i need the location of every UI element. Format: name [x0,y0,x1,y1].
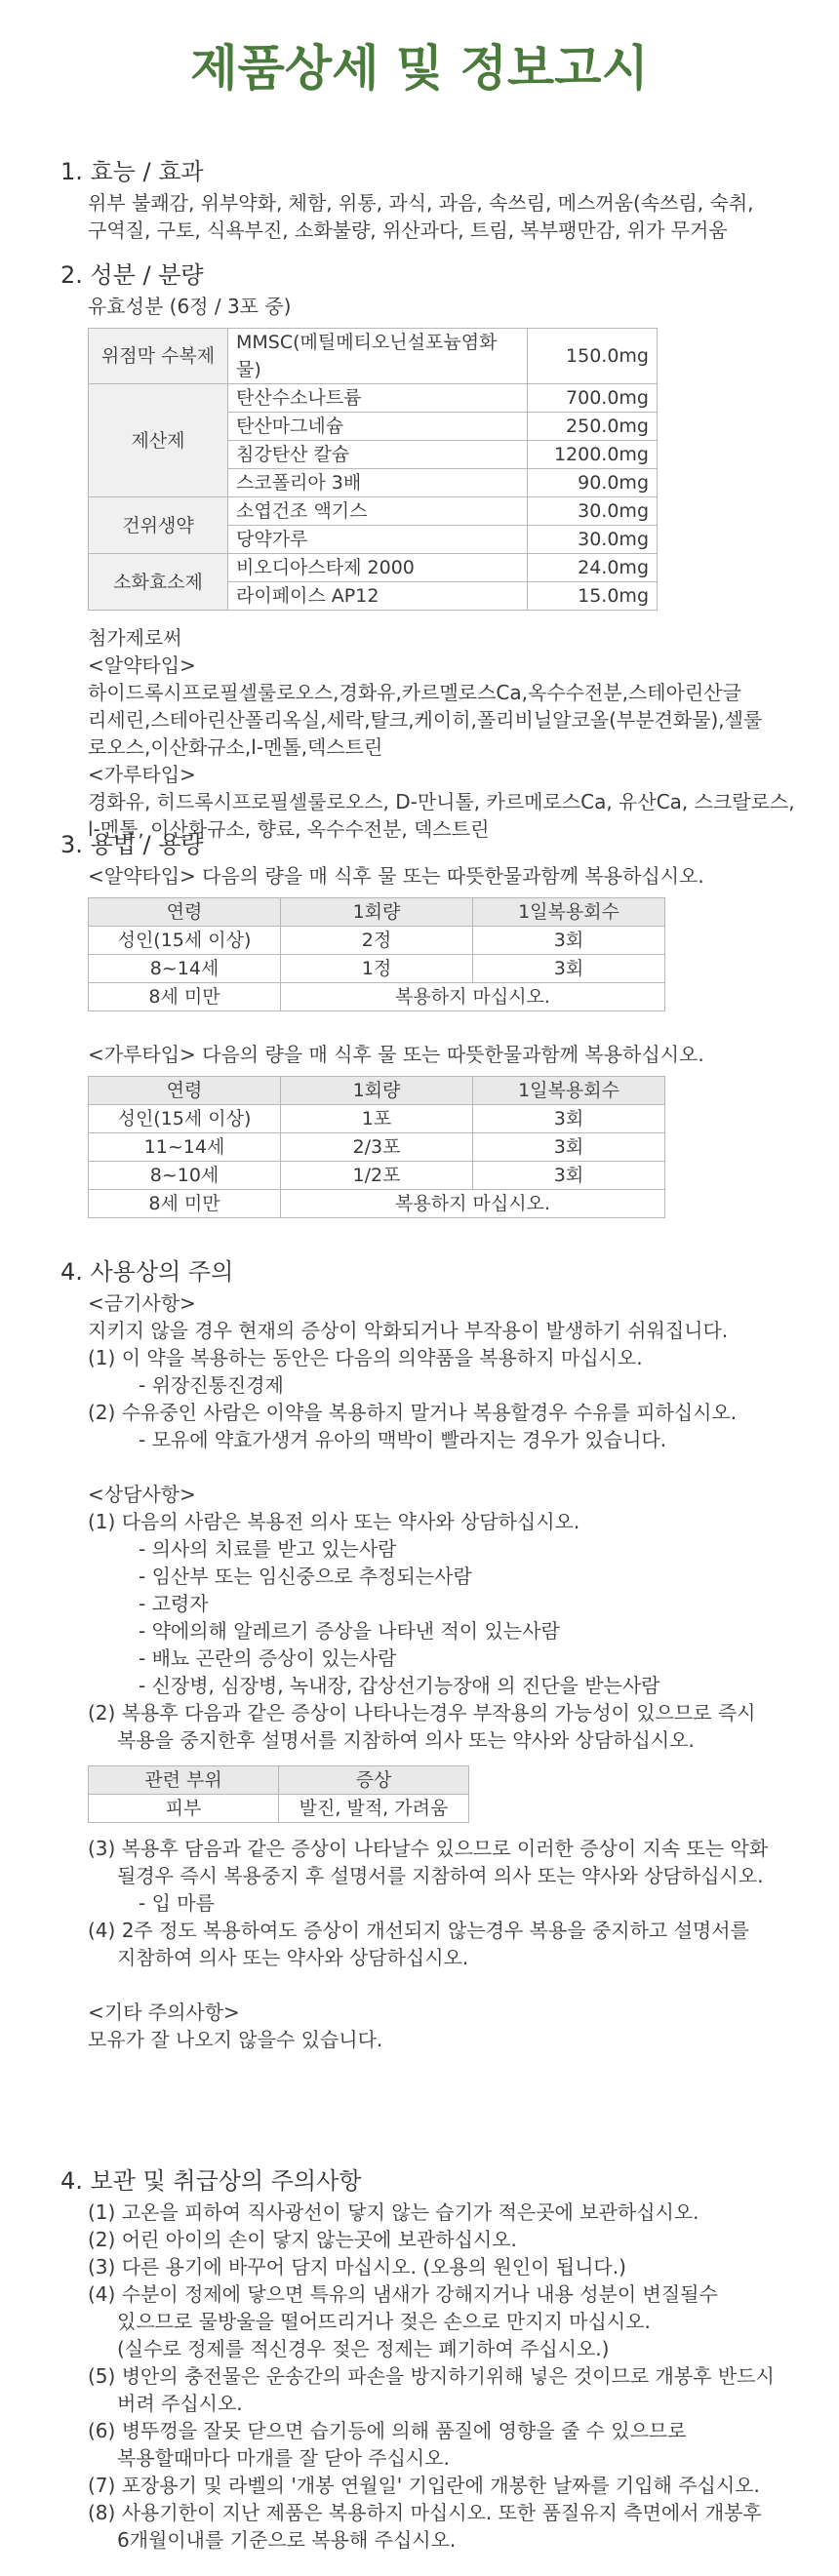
ingredient-amount: 30.0mg [528,526,658,554]
ingredient-amount: 15.0mg [528,582,658,611]
body-part-cell: 피부 [89,1795,279,1823]
storage-item: (6) 병뚜껑을 잘못 닫으면 습기등에 의해 품질에 영향을 줄 수 있으므로 [88,2419,687,2442]
ingredients-subtitle: 유효성분 (6정 / 3포 중) [88,295,292,318]
times-cell: 3회 [473,1105,665,1133]
tablet-additive-line: 리세린,스테아린산폴리옥실,세락,탈크,케이히,폴리비닐알코올(부분견화물),셀룰 [88,708,763,732]
powder-type-label: <가루타입> [88,763,196,786]
column-header: 1회량 [281,1077,473,1105]
table-row [89,1162,665,1190]
ingredient-amount: 90.0mg [528,469,658,497]
ingredient-name: 침강탄산 칼슘 [228,441,528,469]
powder-additive-line: 경화유, 히드록시프로필셀룰로오스, D-만니톨, 카르메로스Ca, 유산Ca, 스크랄로스, [88,790,795,813]
consult-subitem: - 약에의해 알레르기 증상을 나타낸 적이 있는사람 [139,1619,560,1643]
times-cell: 3회 [473,1162,665,1190]
table-row [89,384,658,413]
age-cell: 11~14세 [89,1133,281,1162]
consult-item-cont: 될경우 즉시 복용중지 후 설명서를 지참하여 의사 또는 약사와 상담하십시오. [117,1864,764,1887]
storage-item-cont: 있으므로 물방울을 떨어뜨리거나 젖은 손으로 만지지 마십시오. [117,2310,651,2333]
storage-item: (8) 사용기한이 지난 제품은 복용하지 마십시오. 또한 품질유지 측면에서 개봉후 [88,2501,762,2524]
powder-dosage-intro: <가루타입> 다음의 량을 매 식후 물 또는 따뜻한물과함께 복용하십시오. [88,1043,704,1066]
section-heading: 2. 성분 / 분량 [60,261,204,289]
other-precaution-text: 모유가 잘 나오지 않을수 있습니다. [88,2028,383,2051]
dose-cell: 2/3포 [281,1133,473,1162]
ingredient-amount: 30.0mg [528,497,658,526]
section-heading: 4. 사용상의 주의 [60,1258,234,1286]
section-dosage [60,829,821,1218]
consult-label: <상담사항> [88,1483,196,1506]
storage-item: (1) 고온을 피하여 직사광선이 닿지 않는 습기가 적은곳에 보관하십시오. [88,2200,699,2224]
table-row [89,554,658,582]
section-storage [60,2165,821,2554]
consult-item: (2) 복용후 다음과 같은 증상이 나타나는경우 부작용의 가능성이 있으므로 즉시 [88,1701,756,1724]
table-row [89,1133,665,1162]
column-header: 1일복용회수 [473,898,665,927]
section-precautions [60,1256,821,2053]
dose-cell: 2정 [281,927,473,955]
column-header: 연령 [89,1077,281,1105]
table-row [89,927,665,955]
tablet-additive-line: 하이드록시프로필셀룰로오스,경화유,카르멜로스Ca,옥수수전분,스테아린산글 [88,681,741,704]
group-cell: 위점막 수복제 [89,329,228,384]
ingredient-amount: 250.0mg [528,413,658,441]
column-header: 연령 [89,898,281,927]
times-cell: 3회 [473,927,665,955]
other-precaution-label: <기타 주의사항> [88,2001,240,2024]
age-cell: 8~14세 [89,955,281,983]
consult-item: (1) 다음의 사람은 복용전 의사 또는 약사와 상담하십시오. [88,1510,580,1533]
symptom-table [88,1765,469,1823]
table-row [89,1190,665,1218]
storage-item-cont: 복용할때마다 마개를 잘 닫아 주십시오. [117,2446,450,2470]
age-cell: 8세 미만 [89,983,281,1011]
group-cell: 소화효소제 [89,554,228,611]
table-row [89,329,658,384]
consult-subitem: - 고령자 [139,1592,209,1615]
consult-subitem: - 임산부 또는 임신중으로 추정되는사람 [139,1565,472,1588]
not-allowed-cell: 복용하지 마십시오. [281,983,665,1011]
table-row [89,955,665,983]
symptom-cell: 발진, 발적, 가려움 [279,1795,469,1823]
ingredient-name: 탄산수소나트륨 [228,384,528,413]
contraindication-label: <금기사항> [88,1291,196,1315]
contraindication-subitem: - 모유에 약효가생겨 유아의 맥박이 빨라지는 경우가 있습니다. [139,1428,667,1451]
contraindication-subitem: - 위장진통진경제 [139,1373,284,1397]
consult-item: (4) 2주 정도 복용하여도 증상이 개선되지 않는경우 복용을 중지하고 설명서를 [88,1919,749,1942]
consult-subitem: - 신장병, 심장병, 녹내장, 갑상선기능장애 의 진단을 받는사람 [139,1674,660,1697]
group-cell: 제산제 [89,384,228,497]
table-header-row [89,1766,469,1795]
contraindication-intro: 지키지 않을 경우 현재의 증상이 악화되거나 부작용이 발생하기 쉬워집니다. [88,1319,729,1342]
table-row [89,497,658,526]
storage-item: (5) 병안의 충전물은 운송간의 파손을 방지하기위해 넣은 것이므로 개봉후 반드시 [88,2364,775,2388]
section-ingredients [60,259,821,843]
storage-item: (2) 어린 아이의 손이 닿지 않는곳에 보관하십시오. [88,2228,517,2251]
consult-item-cont: 지참하여 의사 또는 약사와 상담하십시오. [117,1946,469,1969]
consult-subitem: - 입 마름 [139,1891,215,1915]
column-header: 관련 부위 [89,1766,279,1795]
age-cell: 성인(15세 이상) [89,927,281,955]
table-row [89,1105,665,1133]
efficacy-line-1: 위부 불쾌감, 위부약화, 체함, 위통, 과식, 과음, 속쓰림, 메스꺼움(속쓰림, 숙취, [88,191,754,215]
ingredient-name: 비오디아스타제 2000 [228,554,528,582]
efficacy-line-2: 구역질, 구토, 식욕부진, 소화불량, 위산과다, 트림, 복부팽만감, 위가 무거움 [88,218,728,242]
dose-cell: 1정 [281,955,473,983]
ingredient-name: MMSC(메틸메티오닌설포늄염화물) [228,329,528,384]
section-heading: 1. 효능 / 효과 [60,158,204,185]
table-row [89,983,665,1011]
additive-label: 첨가제로써 [88,626,182,650]
ingredient-name: 스코폴리아 3배 [228,469,528,497]
consult-subitem: - 의사의 치료를 받고 있는사람 [139,1537,397,1561]
ingredient-name: 탄산마그네슘 [228,413,528,441]
times-cell: 3회 [473,1133,665,1162]
tablet-additive-line: 로오스,이산화규소,l-멘톨,덱스트린 [88,735,383,759]
age-cell: 8~10세 [89,1162,281,1190]
storage-item-cont: 버려 주십시오. [117,2392,243,2415]
column-header: 증상 [279,1766,469,1795]
age-cell: 8세 미만 [89,1190,281,1218]
storage-item: (3) 다른 용기에 바꾸어 담지 마십시오. (오용의 원인이 됩니다.) [88,2255,626,2279]
group-cell: 건위생약 [89,497,228,554]
page-title: 제품상세 및 정보고시 [190,40,649,97]
tablet-type-label: <알약타입> [88,654,196,677]
not-allowed-cell: 복용하지 마십시오. [281,1190,665,1218]
ingredient-amount: 700.0mg [528,384,658,413]
times-cell: 3회 [473,955,665,983]
ingredient-amount: 1200.0mg [528,441,658,469]
storage-item: (4) 수분이 정제에 닿으면 특유의 냄새가 강해지거나 내용 성분이 변질될수 [88,2282,718,2306]
tablet-dosage-intro: <알약타입> 다음의 량을 매 식후 물 또는 따뜻한물과함께 복용하십시오. [88,864,704,888]
storage-item: (7) 포장용기 및 라벨의 '개봉 연월일' 기입란에 개봉한 날짜를 기입해 주십시오. [88,2474,760,2497]
consult-subitem: - 배뇨 곤란의 증상이 있는사람 [139,1646,397,1670]
section-heading: 4. 보관 및 취급상의 주의사항 [60,2167,362,2195]
ingredient-name: 당약가루 [228,526,528,554]
dose-cell: 1/2포 [281,1162,473,1190]
consult-item-cont: 복용을 중지한후 설명서를 지참하여 의사 또는 약사와 상담하십시오. [117,1728,695,1752]
ingredient-name: 라이페이스 AP12 [228,582,528,611]
ingredients-table [88,328,658,611]
ingredient-name: 소엽건조 액기스 [228,497,528,526]
storage-item-cont: (실수로 정제를 적신경우 젖은 정제는 폐기하여 주십시오.) [117,2337,610,2360]
table-row [89,1795,469,1823]
ingredient-amount: 150.0mg [528,329,658,384]
consult-item: (3) 복용후 담음과 같은 증상이 나타날수 있으므로 이러한 증상이 지속 또는 악화 [88,1837,769,1860]
table-header-row [89,1077,665,1105]
age-cell: 성인(15세 이상) [89,1105,281,1133]
tablet-dosage-table [88,897,665,1011]
section-heading: 3. 용법 / 용량 [60,831,204,858]
storage-item-cont: 6개월이내를 기준으로 복용해 주십시오. [117,2528,457,2552]
powder-dosage-table [88,1076,665,1218]
contraindication-item: (2) 수유중인 사람은 이약을 복용하지 말거나 복용할경우 수유를 피하십시오. [88,1401,738,1424]
section-efficacy [60,156,821,244]
dose-cell: 1포 [281,1105,473,1133]
table-header-row [89,898,665,927]
contraindication-item: (1) 이 약을 복용하는 동안은 다음의 의약품을 복용하지 마십시오. [88,1346,643,1369]
column-header: 1회량 [281,898,473,927]
ingredient-amount: 24.0mg [528,554,658,582]
column-header: 1일복용회수 [473,1077,665,1105]
powder-additive-line: l-멘톨, 이산화규소, 향료, 옥수수전분, 덱스트린 [88,817,490,841]
